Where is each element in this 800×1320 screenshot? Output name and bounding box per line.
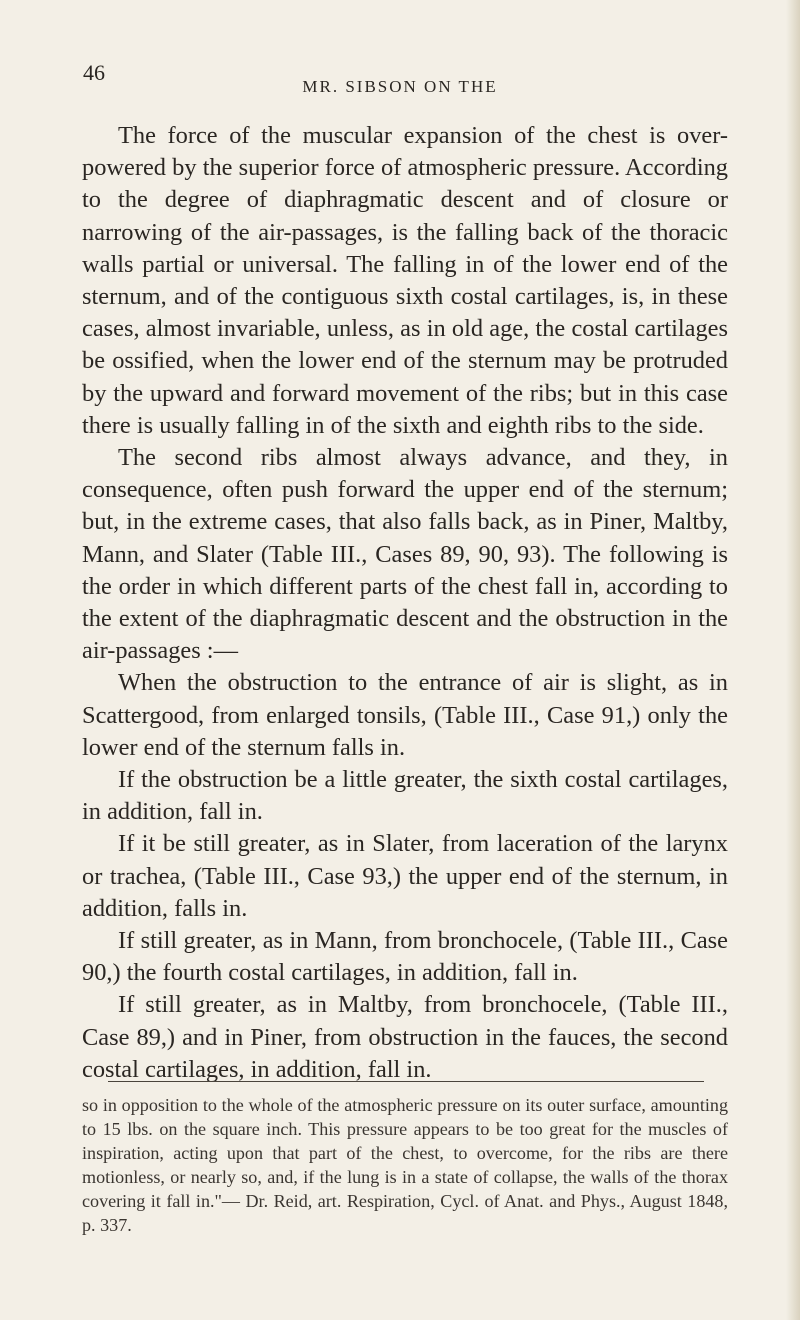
page-edge-shadow [786,0,800,1320]
page-number: 46 [83,60,105,85]
body-text [82,120,728,1086]
paragraph: The force of the muscular expansion of the chest is over-powered by the superior force of atmospheric pressure. According to the degree of diaphragmatic descent and of closure or narrowing of the air-passages, is the falling back of the thoracic walls partial or universal. The falling in of the lower end of the sternum, and of the contiguous sixth costal cartilages, is, in these cases, almost invariable, unless, as in old age, the costal cartilages be ossified, when the lower end of the sternum may be protruded by the upward and forward movement of the ribs; but in this case there is usually falling in of the sixth and eighth ribs to the side. [82,122,728,439]
footnote-divider [108,1081,704,1082]
paragraph: If it be still greater, as in Slater, from laceration of the larynx or trachea, (Table III., Case 93,) the upper end of the sternum, in addition, falls in. [82,830,728,922]
running-head: MR. SIBSON ON THE [302,77,498,96]
paragraph: If the obstruction be a little greater, the sixth costal cartilages, in addition, fall in. [82,766,728,826]
paragraph: When the obstruction to the entrance of air is slight, as in Scattergood, from enlarged tonsils, (Table III., Case 91,) only the lower end of the sternum falls in. [82,669,728,761]
paragraph: If still greater, as in Mann, from bronchocele, (Table III., Case 90,) the fourth costal cartilages, in addition, fall in. [82,927,728,987]
paragraph: The second ribs almost always advance, and they, in consequence, often push forward the upper end of the sternum; but, in the extreme cases, that also falls back, as in Piner, Maltby, Mann, and Slater (Table III., Cases 89, 90, 93). The following is the order in which different parts of the chest fall in, according to the extent of the diaphragmatic descent and the obstruction in the air-passages :— [82,444,728,665]
paragraph: If still greater, as in Maltby, from bronchocele, (Table III., Case 89,) and in Piner, from obstruction in the fauces, the second costal cartilages, in addition, fall in. [82,991,728,1083]
footnote: so in opposition to the whole of the atmospheric pressure on its outer surface, amounting to 15 lbs. on the square inch. This pressure appears to be too great for the muscles of inspiration, acting upon that part of the chest, to overcome, for the ribs are there motionless, or nearly so, and, if the lung is in a state of collapse, the walls of the thorax covering it fall in."— Dr. Reid, art. Respiration, Cycl. of Anat. and Phys., August 1848, p. 337. [82,1095,728,1235]
